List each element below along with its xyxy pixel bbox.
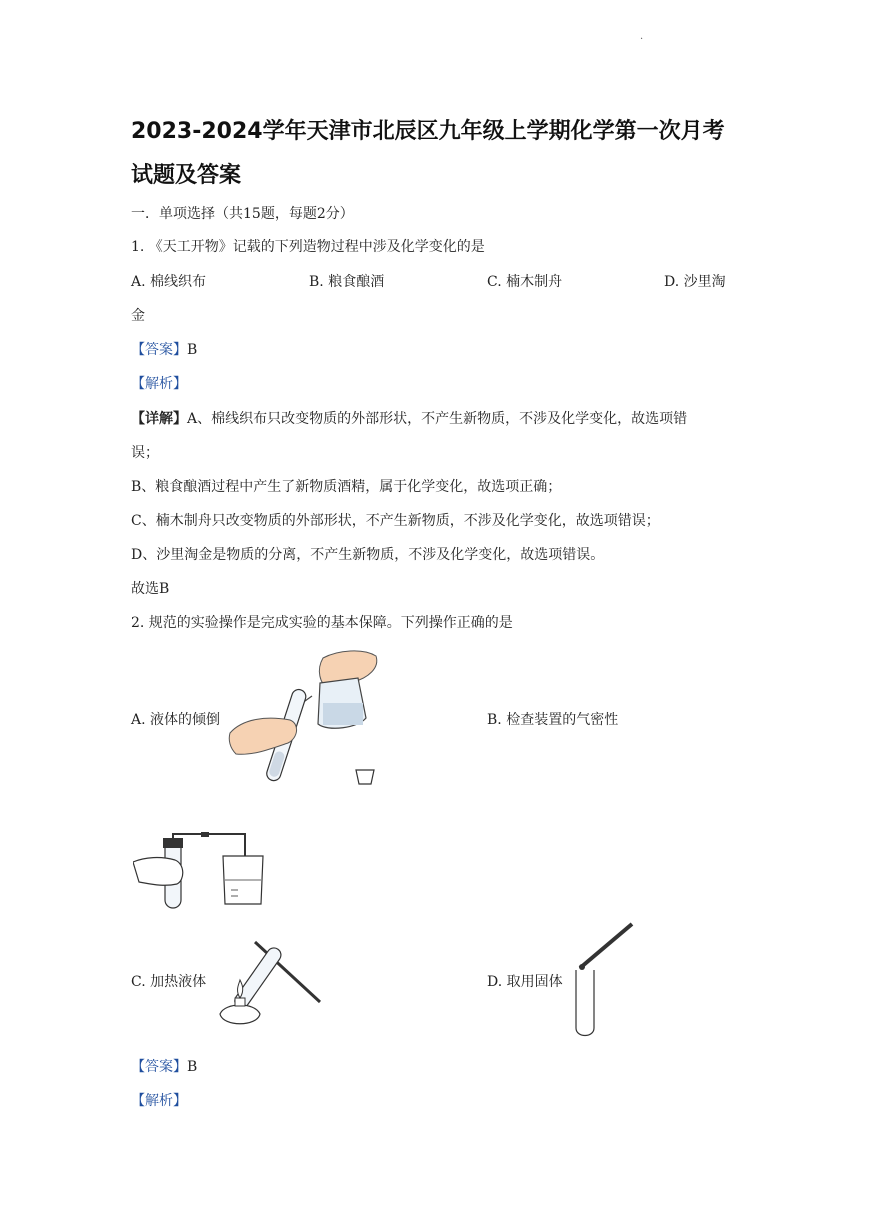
q1-detail-a (131, 409, 687, 429)
page-title-line1: 2023-2024学年天津市北辰区九年级上学期化学第一次月考 (131, 119, 725, 144)
q1-option-c: C. 楠木制舟 (487, 274, 563, 290)
q1-option-d-wrap: 金 (131, 308, 145, 324)
answer-value: B (187, 342, 198, 358)
q1-conclusion: 故选B (131, 581, 170, 597)
q1-option-b: B. 粮食酿酒 (309, 274, 385, 290)
answer-tag: 【答案】 (131, 342, 187, 358)
question-1-stem: 1. 《天工开物》记载的下列造物过程中涉及化学变化的是 (131, 239, 485, 255)
q2-answer (131, 1057, 197, 1077)
question-2-stem: 2. 规范的实验操作是完成实验的基本保障。下列操作正确的是 (131, 615, 513, 631)
q2-analysis-tag: 【解析】 (131, 1093, 187, 1109)
answer-tag: 【答案】 (131, 1059, 187, 1075)
header-dot: · (640, 34, 644, 45)
airtightness-check-illustration (133, 832, 278, 912)
q1-answer (131, 340, 197, 360)
q2-option-a: A. 液体的倾倒 (131, 712, 221, 728)
section-heading: 一．单项选择（共15题，每题2分） (131, 206, 354, 222)
q1-option-a: A. 棉线织布 (131, 274, 207, 290)
page-title-line2: 试题及答案 (131, 163, 242, 188)
q2-option-d: D. 取用固体 (487, 974, 563, 990)
detail-a-text: A、棉线织布只改变物质的外部形状，不产生新物质，不涉及化学变化，故选项错 (187, 411, 688, 427)
detail-tag: 【详解】 (131, 411, 187, 427)
q1-detail-a-wrap: 误； (131, 445, 159, 461)
q1-detail-c: C、楠木制舟只改变物质的外部形状，不产生新物质，不涉及化学变化，故选项错误； (131, 513, 660, 529)
answer-value: B (187, 1059, 198, 1075)
pouring-liquid-illustration (228, 648, 388, 788)
q1-detail-b: B、粮食酿酒过程中产生了新物质酒精，属于化学变化，故选项正确； (131, 479, 562, 495)
heating-liquid-illustration (215, 932, 325, 1032)
q1-option-d: D. 沙里淘 (664, 274, 726, 290)
q1-detail-d: D、沙里淘金是物质的分离，不产生新物质，不涉及化学变化，故选项错误。 (131, 547, 605, 563)
q1-analysis-tag: 【解析】 (131, 376, 187, 392)
q2-option-c: C. 加热液体 (131, 974, 207, 990)
taking-solid-illustration (570, 920, 640, 1040)
q2-option-b: B. 检查装置的气密性 (487, 712, 619, 728)
